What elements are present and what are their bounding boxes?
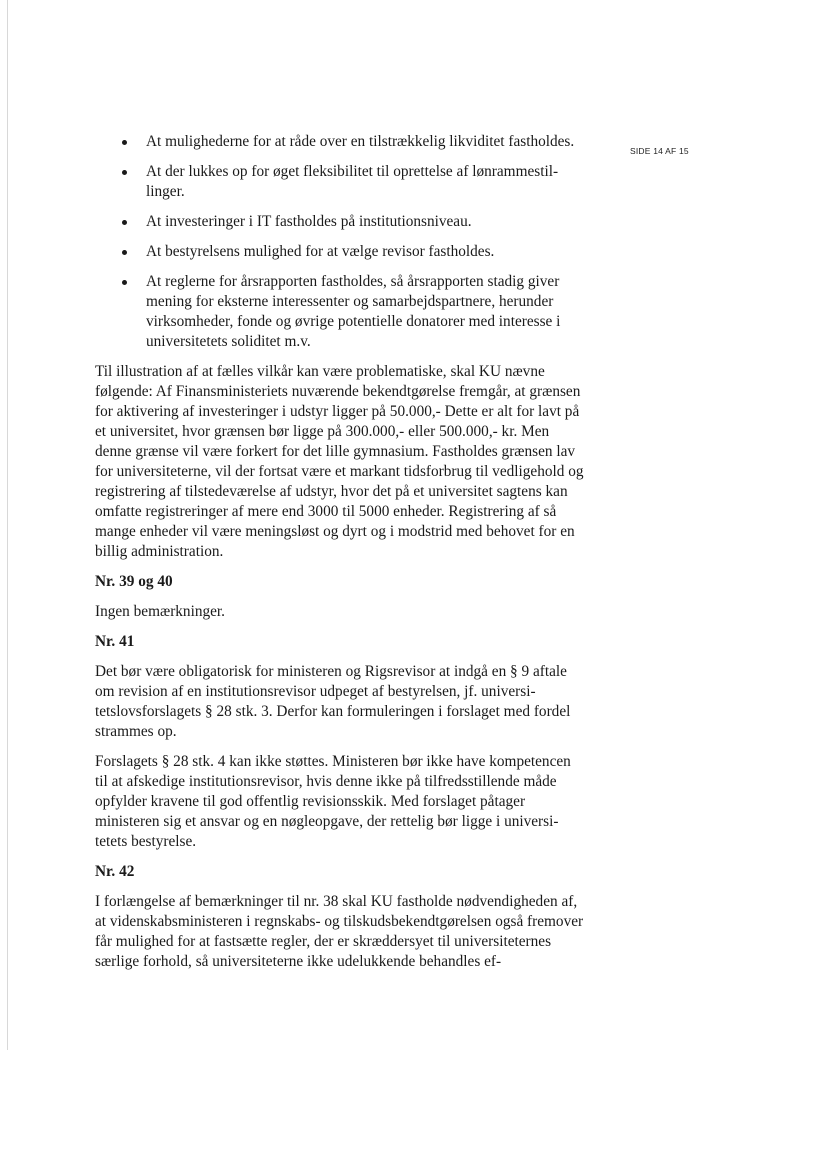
bullet-text: At investeringer i IT fastholdes på institutionsniveau. <box>146 213 472 230</box>
bullet-item-likviditet <box>95 132 586 152</box>
bullet-item-aarsrapport <box>95 272 586 352</box>
heading-nr-41: Nr. 41 <box>95 633 135 650</box>
bullet-text: At mulighederne for at råde over en tilstrækkelig likviditet fastholdes. <box>146 133 575 150</box>
bullet-text: At reglerne for årsrapporten fastholdes, så årsrapporten stadig giver mening for eksterne interessenter og samarbejdspartnere, herunder virksomheder, fonde og øvrige potentielle donatorer med interesse i universitetets soliditet m.v. <box>146 273 561 350</box>
bullet-dot-icon <box>122 140 127 145</box>
paragraph-nr-39-40: Ingen bemærkninger. <box>95 603 225 620</box>
bullet-item-revisor <box>95 242 586 262</box>
scan-edge-line <box>7 0 8 1050</box>
paragraph-illustration: Til illustration af at fælles vilkår kan være problematiske, skal KU nævne følgende: Af Finansministeriets nuværende bekendtgørelse fremgår, at grænsen for aktivering af investeringer i udstyr ligger på 50.000,- Dette er alt for lavt på et universitet, hvor grænsen bør ligge på 300.000,- eller 500.000,- kr. Men denne grænse vil være forkert for det lille gymnasium. Fastholdes grænsen lav for universiteterne, vil der fortsat være et markant tidsforbrug til vedligehold og registrering af tilstedeværelse af udstyr, hvor det på et universitet sagtens kan omfatte registreringer af mere end 3000 til 5000 enheder. Registrering af så mange enheder vil være meningsløst og dyrt og i modstrid med behovet for en billig administration. <box>95 363 584 560</box>
bullet-text: At bestyrelsens mulighed for at vælge revisor fastholdes. <box>146 243 495 260</box>
document-body <box>95 132 615 982</box>
bullet-dot-icon <box>122 220 127 225</box>
bullet-dot-icon <box>122 280 127 285</box>
heading-nr-39-40: Nr. 39 og 40 <box>95 573 173 590</box>
bullet-list <box>95 132 615 352</box>
bullet-dot-icon <box>122 250 127 255</box>
page-indicator: SIDE 14 AF 15 <box>630 146 689 156</box>
bullet-text: At der lukkes op for øget fleksibilitet til oprettelse af lønrammestillinger. <box>146 163 559 200</box>
bullet-item-investeringer <box>95 212 586 232</box>
bullet-dot-icon <box>122 170 127 175</box>
bullet-item-fleksibilitet <box>95 162 586 202</box>
heading-nr-42: Nr. 42 <box>95 863 135 880</box>
paragraph-nr-41-2: Forslagets § 28 stk. 4 kan ikke støttes. Ministeren bør ikke have kompetencen til at afskedige institutionsrevisor, hvis denne ikke på tilfredsstillende måde opfylder kravene til god offentlig revisionsskik. Med forslaget påtager ministeren sig et ansvar og en nøgleopgave, der rettelig bør ligge i universitetets bestyrelse. <box>95 753 571 850</box>
paragraph-nr-41-1: Det bør være obligatorisk for ministeren og Rigsrevisor at indgå en § 9 aftale om revision af en institutionsrevisor udpeget af bestyrelsen, jf. universitetslovsforslagets § 28 stk. 3. Derfor kan formuleringen i forslaget med fordel strammes op. <box>95 663 571 740</box>
paragraph-nr-42-1: I forlængelse af bemærkninger til nr. 38 skal KU fastholde nødvendigheden af, at videnskabsministeren i regnskabs- og tilskudsbekendtgørelsen også fremover får mulighed for at fastsætte regler, der er skræddersyet til universiteternes særlige forhold, så universiteterne ikke udelukkende behandles ef- <box>95 893 584 970</box>
